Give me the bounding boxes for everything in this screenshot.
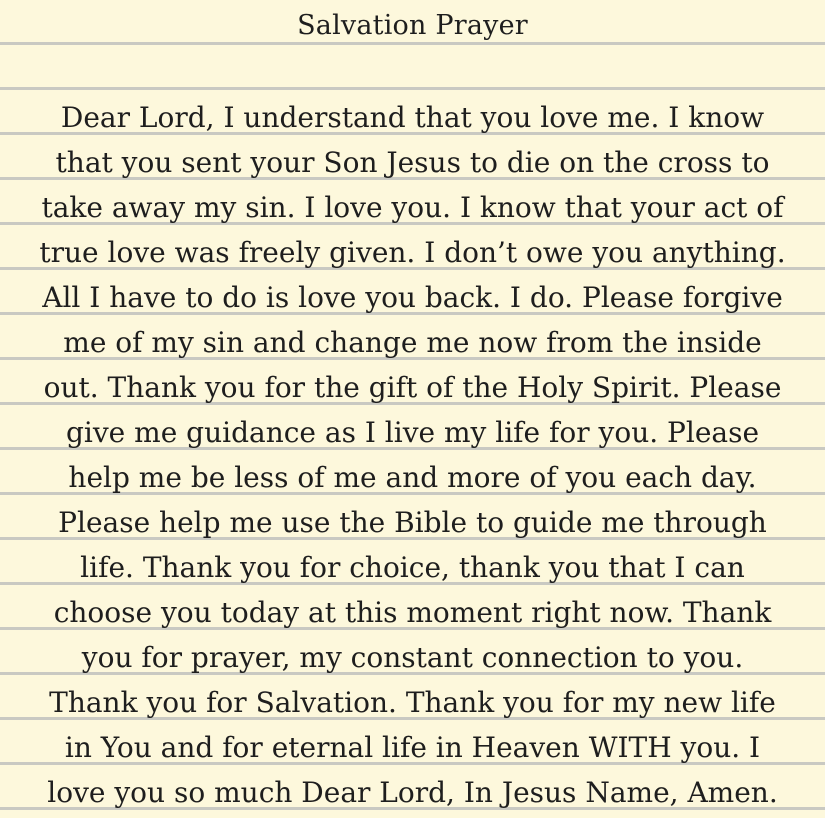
prayer-line: love you so much Dear Lord, In Jesus Name, Amen.	[47, 776, 778, 809]
prayer-line: Please help me use the Bible to guide me through	[58, 506, 767, 539]
prayer-line: Dear Lord, I understand that you love me. I know	[60, 101, 765, 134]
prayer-body	[0, 95, 825, 815]
prayer-line: help me be less of me and more of you each day.	[68, 461, 757, 494]
prayer-line: true love was freely given. I don’t owe you anything.	[39, 236, 786, 269]
prayer-line: All I have to do is love you back. I do. Please forgive	[42, 281, 783, 314]
prayer-line: me of my sin and change me now from the inside	[63, 326, 762, 359]
prayer-line: you for prayer, my constant connection to you.	[81, 641, 744, 674]
prayer-line: in You and for eternal life in Heaven WITH you. I	[64, 731, 761, 764]
prayer-line: choose you today at this moment right now. Thank	[53, 596, 772, 629]
prayer-line: life. Thank you for choice, thank you that I can	[80, 551, 745, 584]
prayer-line: out. Thank you for the gift of the Holy Spirit. Please	[43, 371, 782, 404]
prayer-line: give me guidance as I live my life for you. Please	[65, 416, 760, 449]
prayer-line: take away my sin. I love you. I know that your act of	[41, 191, 784, 224]
prayer-line: Thank you for Salvation. Thank you for my new life	[49, 686, 776, 719]
prayer-title: Salvation Prayer	[297, 10, 528, 41]
prayer-line: that you sent your Son Jesus to die on the cross to	[55, 146, 770, 179]
